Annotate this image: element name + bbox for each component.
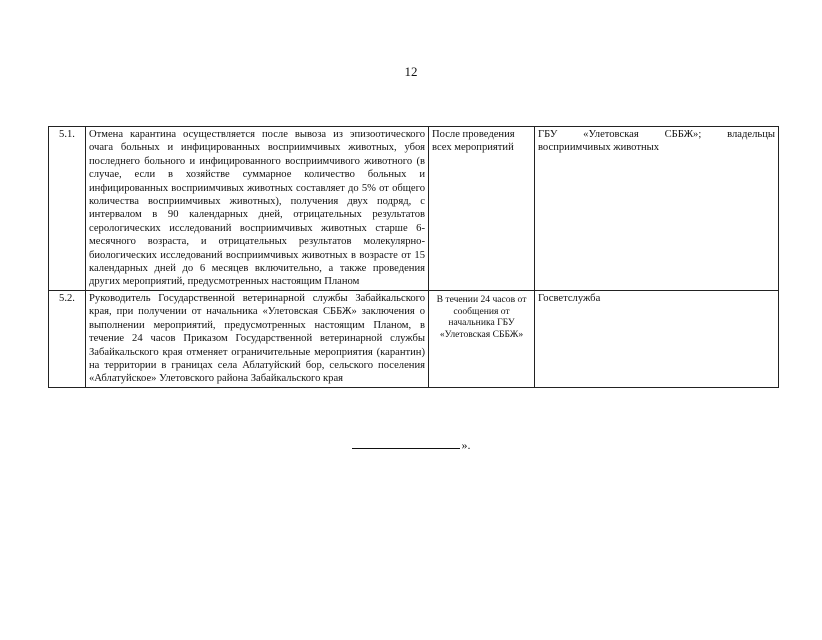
table-row [49, 127, 779, 291]
closing-mark [0, 438, 822, 453]
row-number: 5.2. [49, 290, 86, 387]
table-row [49, 290, 779, 387]
measure-responsible: ГБУ «Улетовская СББЖ»; владельцы восприимчивых животных [535, 127, 779, 291]
signature-line [352, 438, 460, 449]
closing-quote: ». [461, 438, 471, 452]
page-number: 12 [404, 64, 418, 79]
measure-responsible: Госветслужба [535, 290, 779, 387]
measure-term: После проведения всех мероприятий [429, 127, 535, 291]
row-number: 5.1. [49, 127, 86, 291]
measure-description: Руководитель Государственной ветеринарной службы Забайкальского края, при получении от начальника «Улетовская СББЖ» заключения о выполнении мероприятий, предусмотренных настоящим Планом, в течение 24 часов Приказом Государственной ветеринарной службы Забайкальского края отменяет ограничительные мероприятия (карантин) на территории в границах села Аблатуйский бор, сельского поселения «Аблатуйское» Улетовского района Забайкальского края [86, 290, 429, 387]
measures-table [48, 126, 779, 388]
measure-term: В течении 24 часов от сообщения от начальника ГБУ «Улетовская СББЖ» [429, 290, 535, 387]
measure-description: Отмена карантина осуществляется после вывоза из эпизоотического очага больных и инфицированных восприимчивых животных, убоя последнего больного и инфицированного восприимчивого животного (в случае, если в хозяйстве суммарное количество больных и инфицированных восприимчивых животных составляет до 5% от общего количества восприимчивых животных), получения двух подряд, с интервалом в 90 календарных дней, отрицательных результатов серологических исследований восприимчивых животных старше 6-месячного возраста, и отрицательных результатов молекулярно-биологических исследований восприимчивых животных в возрасте от 15 календарных дней до 6 месяцев включительно, а также проведения других мероприятий, предусмотренных настоящим Планом [86, 127, 429, 291]
